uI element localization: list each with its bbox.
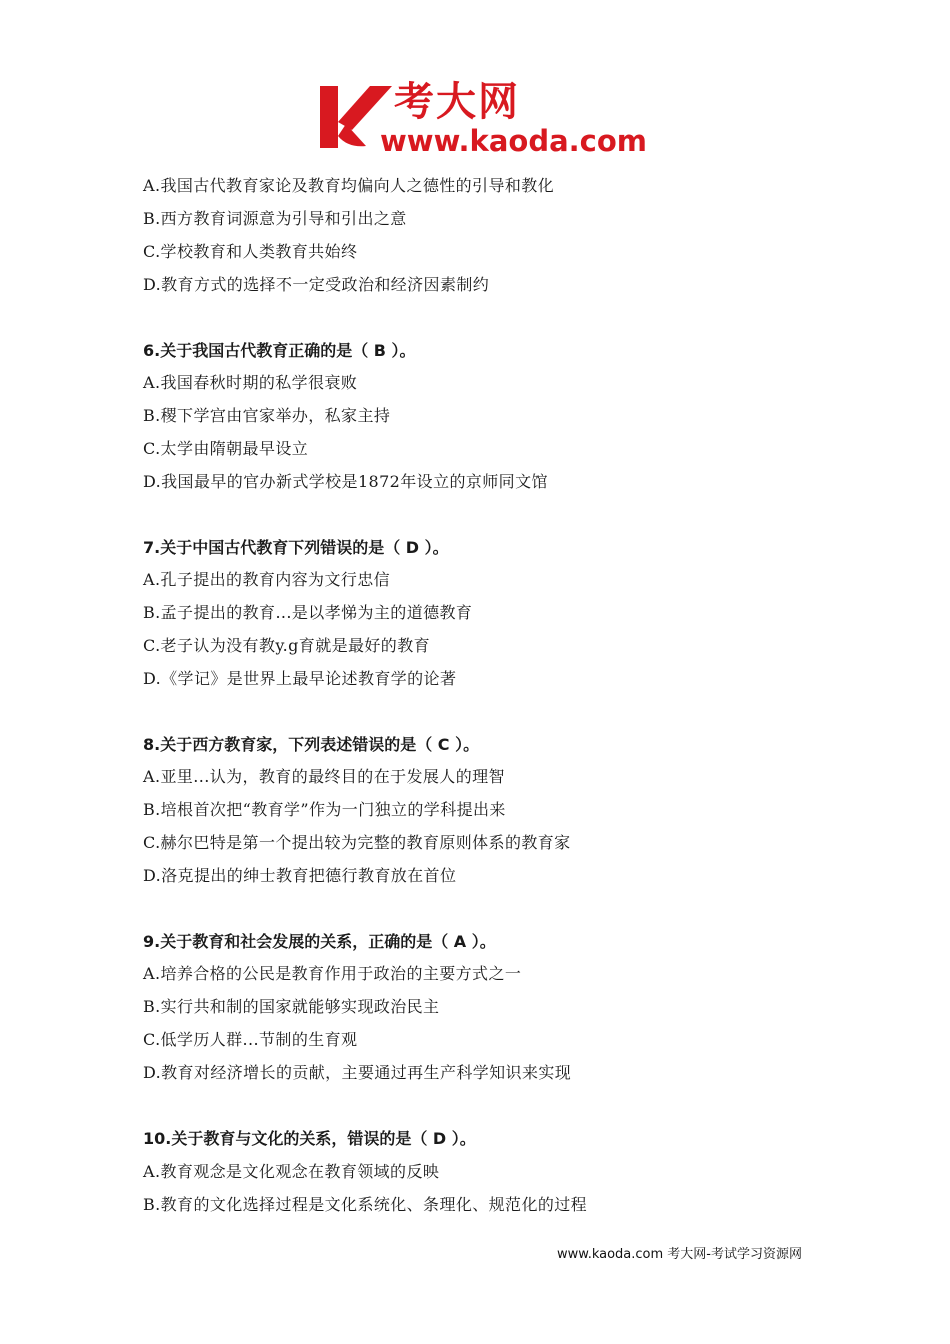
option-text: A.我国春秋时期的私学很衰败 bbox=[143, 373, 358, 392]
option-text: B.教育的文化选择过程是文化系统化、条理化、规范化的过程 bbox=[143, 1195, 588, 1214]
question-title: 7.关于中国古代教育下列错误的是（ D ）。 bbox=[143, 538, 449, 557]
option-text: B.孟子提出的教育...是以孝悌为主的道德教育 bbox=[143, 603, 473, 622]
option-text: C.赫尔巴特是第一个提出较为完整的教育原则体系的教育家 bbox=[143, 833, 571, 852]
option-text: B.培根首次把“教育学”作为一门独立的学科提出来 bbox=[143, 800, 506, 819]
option-text: A.孔子提出的教育内容为文行忠信 bbox=[143, 570, 391, 589]
page-footer: www.kaoda.com 考大网-考试学习资源网 bbox=[557, 1247, 802, 1262]
option-text: D.《学记》是世界上最早论述教育学的论著 bbox=[143, 669, 457, 688]
option-text: B.稷下学宫由官家举办，私家主持 bbox=[143, 406, 391, 425]
question-title: 8.关于西方教育家，下列表述错误的是（ C ）。 bbox=[143, 735, 480, 754]
option-text: A.我国古代教育家论及教育均偏向人之德性的引导和教化 bbox=[143, 176, 555, 195]
option-text: B.西方教育词源意为引导和引出之意 bbox=[143, 209, 407, 228]
option-text: C.太学由隋朝最早设立 bbox=[143, 439, 309, 458]
kaoda-logo bbox=[318, 78, 648, 162]
option-text: D.洛克提出的绅士教育把德行教育放在首位 bbox=[143, 866, 457, 885]
question-title: 10.关于教育与文化的关系，错误的是（ D ）。 bbox=[143, 1129, 476, 1148]
question-title: 6.关于我国古代教育正确的是（ B ）。 bbox=[143, 341, 416, 360]
option-text: B.实行共和制的国家就能够实现政治民主 bbox=[143, 997, 440, 1016]
option-text: C.学校教育和人类教育共始终 bbox=[143, 242, 358, 261]
option-text: A.亚里...认为，教育的最终目的在于发展人的理智 bbox=[143, 767, 505, 786]
option-text: C.老子认为没有教y.g育就是最好的教育 bbox=[143, 636, 431, 655]
question-title: 9.关于教育和社会发展的关系，正确的是（ A ）。 bbox=[143, 932, 496, 951]
option-text: C.低学历人群...节制的生育观 bbox=[143, 1030, 358, 1049]
option-text: A.教育观念是文化观念在教育领域的反映 bbox=[143, 1162, 440, 1181]
option-text: D.我国最早的官办新式学校是1872年设立的京师同文馆 bbox=[143, 472, 548, 491]
option-text: D.教育对经济增长的贡献，主要通过再生产科学知识来实现 bbox=[143, 1063, 572, 1082]
logo-chinese-text: 考大网 bbox=[394, 79, 520, 125]
logo-url-text: www.kaoda.com bbox=[380, 124, 647, 158]
option-text: D.教育方式的选择不一定受政治和经济因素制约 bbox=[143, 275, 490, 294]
option-text: A.培养合格的公民是教育作用于政治的主要方式之一 bbox=[143, 964, 522, 983]
